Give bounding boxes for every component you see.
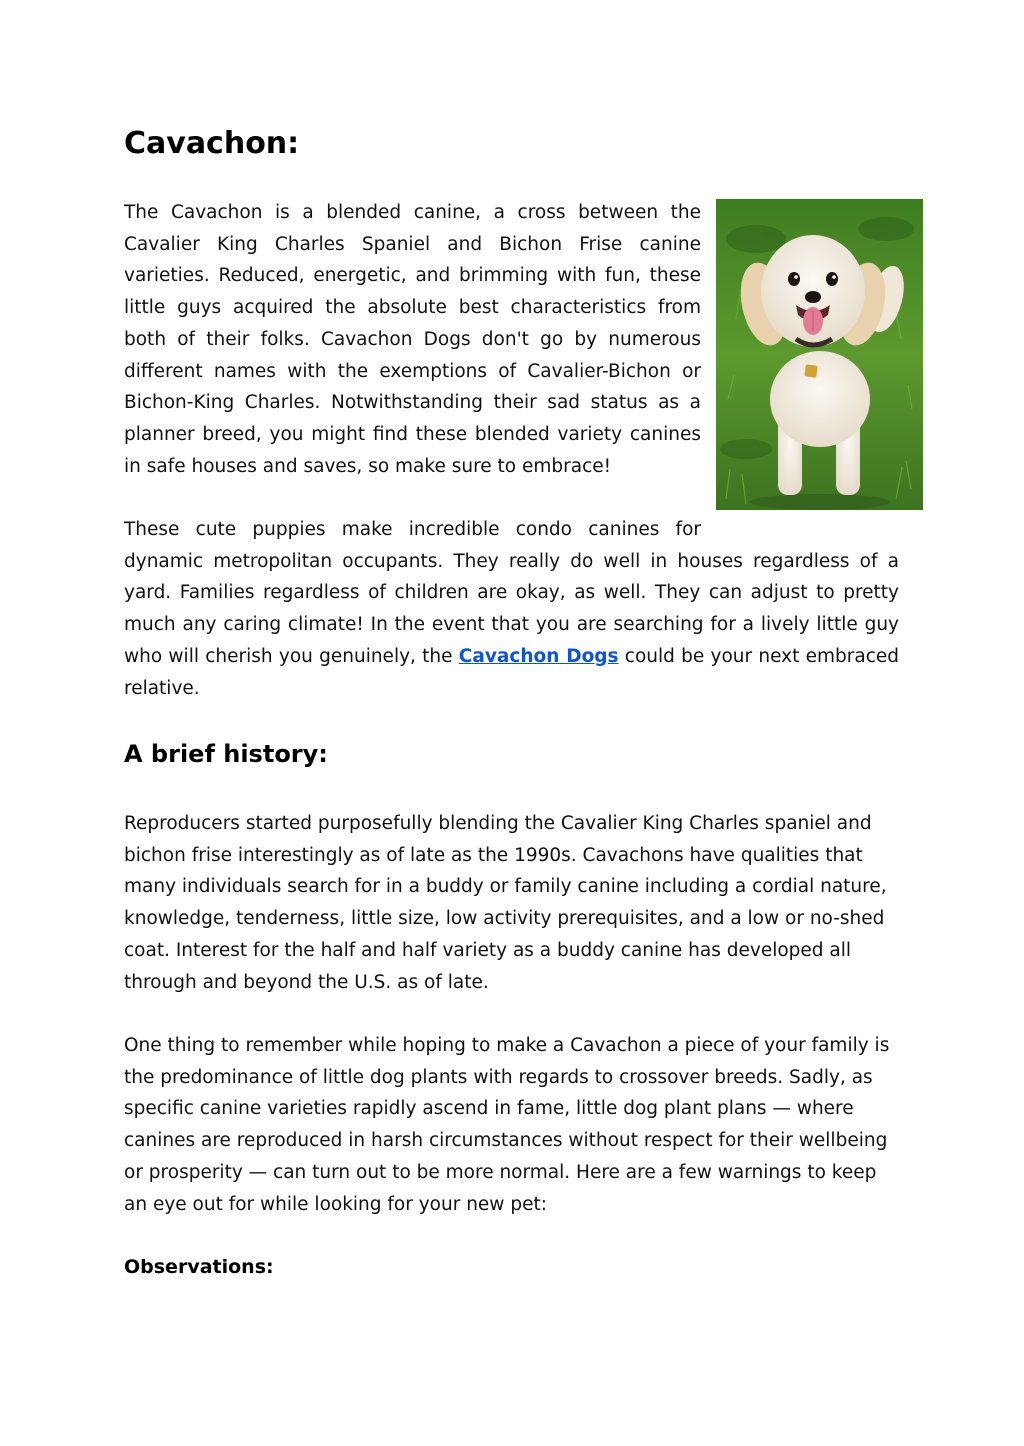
condo-text-after-link: could be your next embraced relative. bbox=[124, 645, 900, 699]
condo-paragraph bbox=[124, 514, 899, 704]
page-title: Cavachon: bbox=[124, 126, 300, 161]
condo-first-line: These cute puppies make incredible condo canines for bbox=[124, 519, 701, 540]
history-paragraph-2: One thing to remember while hoping to make a Cavachon a piece of your family is the predominance of little dog plants with regards to crossover breeds. Sadly, as specific canine varieties rapidly ascend in fame, little dog plant plans — where canines are reproduced in harsh circumstances without respect for their wellbeing or prosperity — can turn out to be more normal. Here are a few warnings to keep an eye out for while looking for your new pet: bbox=[124, 1035, 890, 1215]
intro-paragraph: The Cavachon is a blended canine, a cross between the Cavalier King Charles Spaniel and Bichon Frise canine varieties. Reduced, energetic, and brimming with fun, these little guys acquired the absolute best characteristics from both of their folks. Cavachon Dogs don't go by numerous different names with the exemptions of Cavalier-Bichon or Bichon-King Charles. Notwithstanding their sad status as a planner breed, you might find these blended variety canines in safe houses and saves, so make sure to embrace! bbox=[124, 202, 701, 477]
condo-text-before-link: dynamic metropolitan occupants. They really do well in houses regardless of a yard. Families regardless of children are okay, as well. They can adjust to pretty much any caring climate! In the event that you are searching for a lively little guy who will cherish you genuinely, the bbox=[124, 550, 899, 667]
observations-heading: Observations: bbox=[124, 1256, 274, 1278]
history-heading: A brief history: bbox=[124, 740, 328, 768]
history-paragraph-1: Reproducers started purposefully blending the Cavalier King Charles spaniel and bichon frise interestingly as of late as the 1990s. Cavachons have qualities that many individuals search for in a buddy or family canine including a cordial nature, knowledge, tenderness, little size, low activity prerequisites, and a low or no-shed coat. Interest for the half and half variety as a buddy canine has developed all through and beyond the U.S. as of late. bbox=[124, 813, 887, 993]
cavachon-dog-photo bbox=[716, 199, 923, 510]
cavachon-dogs-link[interactable]: Cavachon Dogs bbox=[458, 645, 619, 667]
